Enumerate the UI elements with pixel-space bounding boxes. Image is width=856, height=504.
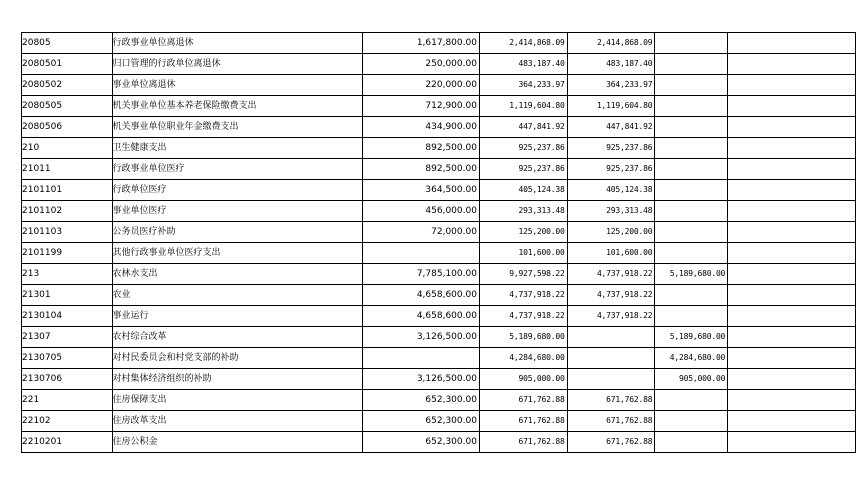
cell-total: 293,313.48	[479, 201, 567, 222]
cell-name: 归口管理的行政单位离退休	[112, 54, 363, 75]
cell-total: 125,200.00	[479, 222, 567, 243]
cell-name: 行政单位医疗	[112, 180, 363, 201]
cell-name: 卫生健康支出	[112, 138, 363, 159]
cell-blank	[728, 348, 856, 369]
cell-blank	[728, 180, 856, 201]
cell-project: 5,189,680.00	[655, 264, 728, 285]
cell-basic: 101,600.00	[567, 243, 655, 264]
table-row	[22, 264, 856, 285]
cell-blank	[728, 117, 856, 138]
cell-budget: 3,126,500.00	[363, 327, 479, 348]
cell-project	[655, 117, 728, 138]
cell-code: 2101199	[22, 243, 113, 264]
cell-total: 905,000.00	[479, 369, 567, 390]
cell-budget: 892,500.00	[363, 159, 479, 180]
cell-code: 20805	[22, 33, 113, 54]
cell-basic: 293,313.48	[567, 201, 655, 222]
cell-total: 671,762.88	[479, 432, 567, 453]
cell-name: 行政事业单位离退休	[112, 33, 363, 54]
cell-basic	[567, 327, 655, 348]
cell-budget: 3,126,500.00	[363, 369, 479, 390]
cell-project	[655, 96, 728, 117]
cell-basic: 925,237.86	[567, 159, 655, 180]
cell-blank	[728, 75, 856, 96]
cell-total: 364,233.97	[479, 75, 567, 96]
table-row	[22, 243, 856, 264]
cell-name: 其他行政事业单位医疗支出	[112, 243, 363, 264]
cell-project: 4,284,680.00	[655, 348, 728, 369]
cell-name: 机关事业单位职业年金缴费支出	[112, 117, 363, 138]
cell-basic	[567, 369, 655, 390]
cell-basic: 671,762.88	[567, 432, 655, 453]
cell-total: 405,124.38	[479, 180, 567, 201]
cell-blank	[728, 243, 856, 264]
cell-budget: 652,300.00	[363, 432, 479, 453]
cell-basic: 4,737,918.22	[567, 285, 655, 306]
cell-basic: 483,187.40	[567, 54, 655, 75]
cell-budget: 364,500.00	[363, 180, 479, 201]
cell-code: 2080502	[22, 75, 113, 96]
cell-budget: 7,785,100.00	[363, 264, 479, 285]
table-row	[22, 33, 856, 54]
cell-code: 2080501	[22, 54, 113, 75]
cell-basic: 125,200.00	[567, 222, 655, 243]
cell-budget: 220,000.00	[363, 75, 479, 96]
table-row	[22, 390, 856, 411]
cell-project	[655, 285, 728, 306]
cell-name: 住房公积金	[112, 432, 363, 453]
budget-table	[21, 32, 856, 453]
cell-total: 5,189,680.00	[479, 327, 567, 348]
cell-budget: 892,500.00	[363, 138, 479, 159]
cell-total: 447,841.92	[479, 117, 567, 138]
cell-total: 2,414,868.09	[479, 33, 567, 54]
cell-budget: 652,300.00	[363, 390, 479, 411]
cell-code: 2101103	[22, 222, 113, 243]
cell-budget: 434,900.00	[363, 117, 479, 138]
cell-blank	[728, 201, 856, 222]
cell-blank	[728, 369, 856, 390]
cell-budget: 4,658,600.00	[363, 306, 479, 327]
cell-total: 925,237.86	[479, 159, 567, 180]
cell-code: 221	[22, 390, 113, 411]
cell-blank	[728, 285, 856, 306]
cell-project	[655, 159, 728, 180]
cell-code: 2130706	[22, 369, 113, 390]
cell-project	[655, 390, 728, 411]
cell-basic: 4,737,918.22	[567, 306, 655, 327]
cell-project	[655, 411, 728, 432]
cell-code: 22102	[22, 411, 113, 432]
table-row	[22, 96, 856, 117]
table-row	[22, 159, 856, 180]
cell-basic	[567, 348, 655, 369]
cell-code: 2210201	[22, 432, 113, 453]
cell-project: 905,000.00	[655, 369, 728, 390]
cell-project: 5,189,680.00	[655, 327, 728, 348]
table-row	[22, 54, 856, 75]
cell-name: 农村综合改革	[112, 327, 363, 348]
table-row	[22, 411, 856, 432]
cell-total: 4,737,918.22	[479, 306, 567, 327]
cell-total: 9,927,598.22	[479, 264, 567, 285]
cell-name: 事业运行	[112, 306, 363, 327]
cell-name: 农林水支出	[112, 264, 363, 285]
cell-budget	[363, 243, 479, 264]
cell-project	[655, 243, 728, 264]
cell-total: 483,187.40	[479, 54, 567, 75]
cell-blank	[728, 390, 856, 411]
cell-total: 101,600.00	[479, 243, 567, 264]
cell-total: 671,762.88	[479, 390, 567, 411]
cell-project	[655, 306, 728, 327]
cell-name: 住房改革支出	[112, 411, 363, 432]
table-row	[22, 201, 856, 222]
cell-total: 671,762.88	[479, 411, 567, 432]
cell-project	[655, 180, 728, 201]
cell-name: 行政事业单位医疗	[112, 159, 363, 180]
cell-basic: 4,737,918.22	[567, 264, 655, 285]
cell-project	[655, 54, 728, 75]
cell-name: 对村集体经济组织的补助	[112, 369, 363, 390]
cell-blank	[728, 432, 856, 453]
cell-code: 2130104	[22, 306, 113, 327]
cell-basic: 405,124.38	[567, 180, 655, 201]
cell-basic: 925,237.86	[567, 138, 655, 159]
cell-name: 事业单位离退休	[112, 75, 363, 96]
table-row	[22, 138, 856, 159]
table-row	[22, 180, 856, 201]
table-row	[22, 117, 856, 138]
cell-name: 对村民委员会和村党支部的补助	[112, 348, 363, 369]
cell-code: 2130705	[22, 348, 113, 369]
cell-code: 2101101	[22, 180, 113, 201]
cell-project	[655, 75, 728, 96]
table-row	[22, 327, 856, 348]
cell-total: 925,237.86	[479, 138, 567, 159]
cell-name: 公务员医疗补助	[112, 222, 363, 243]
cell-blank	[728, 411, 856, 432]
cell-total: 4,737,918.22	[479, 285, 567, 306]
cell-code: 2080505	[22, 96, 113, 117]
cell-project	[655, 432, 728, 453]
table-row	[22, 306, 856, 327]
table-row	[22, 75, 856, 96]
cell-budget: 72,000.00	[363, 222, 479, 243]
cell-blank	[728, 54, 856, 75]
table-row	[22, 432, 856, 453]
cell-code: 210	[22, 138, 113, 159]
cell-total: 1,119,604.80	[479, 96, 567, 117]
cell-budget: 712,900.00	[363, 96, 479, 117]
cell-blank	[728, 222, 856, 243]
cell-basic: 1,119,604.80	[567, 96, 655, 117]
cell-budget: 456,000.00	[363, 201, 479, 222]
cell-budget: 4,658,600.00	[363, 285, 479, 306]
cell-name: 住房保障支出	[112, 390, 363, 411]
cell-blank	[728, 264, 856, 285]
cell-project	[655, 222, 728, 243]
cell-code: 213	[22, 264, 113, 285]
cell-budget	[363, 348, 479, 369]
cell-total: 4,284,680.00	[479, 348, 567, 369]
cell-blank	[728, 159, 856, 180]
table-row	[22, 285, 856, 306]
table-row	[22, 348, 856, 369]
table-row	[22, 369, 856, 390]
cell-budget: 250,000.00	[363, 54, 479, 75]
cell-basic: 671,762.88	[567, 411, 655, 432]
cell-project	[655, 201, 728, 222]
cell-project	[655, 138, 728, 159]
cell-basic: 2,414,868.09	[567, 33, 655, 54]
cell-budget: 1,617,800.00	[363, 33, 479, 54]
cell-code: 21301	[22, 285, 113, 306]
cell-blank	[728, 138, 856, 159]
table-row	[22, 222, 856, 243]
cell-blank	[728, 96, 856, 117]
cell-name: 机关事业单位基本养老保险缴费支出	[112, 96, 363, 117]
cell-name: 事业单位医疗	[112, 201, 363, 222]
cell-project	[655, 33, 728, 54]
cell-blank	[728, 33, 856, 54]
cell-name: 农业	[112, 285, 363, 306]
cell-basic: 671,762.88	[567, 390, 655, 411]
cell-budget: 652,300.00	[363, 411, 479, 432]
cell-code: 2080506	[22, 117, 113, 138]
cell-code: 21011	[22, 159, 113, 180]
cell-basic: 447,841.92	[567, 117, 655, 138]
cell-blank	[728, 306, 856, 327]
cell-basic: 364,233.97	[567, 75, 655, 96]
cell-code: 21307	[22, 327, 113, 348]
cell-blank	[728, 327, 856, 348]
budget-table-body	[22, 33, 856, 453]
cell-code: 2101102	[22, 201, 113, 222]
